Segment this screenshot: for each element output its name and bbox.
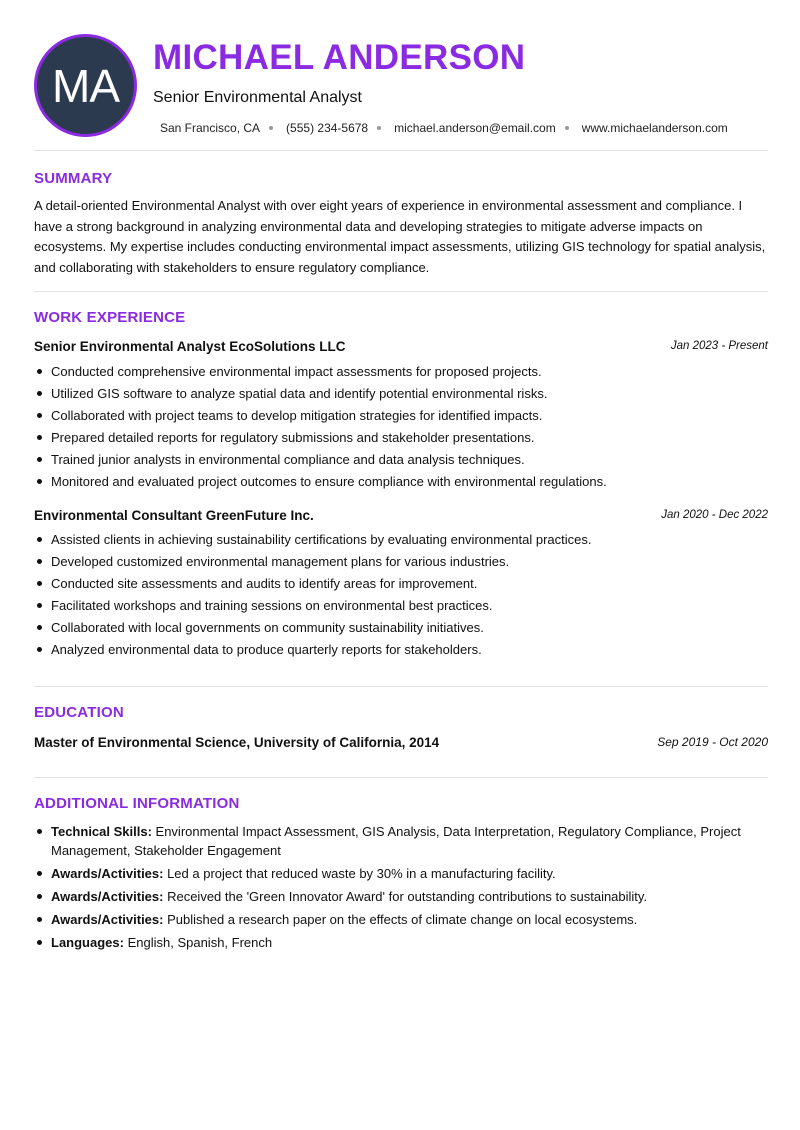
- education-date: Sep 2019 - Oct 2020: [657, 735, 768, 749]
- job-date: Jan 2023 - Present: [670, 340, 768, 352]
- list-item: Conducted comprehensive environmental impact assessments for proposed projects.: [34, 363, 768, 385]
- job-role: Senior Environmental Analyst EcoSolutions LLC: [34, 338, 346, 354]
- list-item: Utilized GIS software to analyze spatial data and identify potential environmental risks.: [34, 385, 768, 407]
- section-divider: [34, 150, 768, 151]
- job-date: Jan 2020 - Dec 2022: [661, 509, 768, 521]
- contact-phone: (555) 234-5678: [286, 121, 369, 135]
- item-text: Published a research paper on the effects of climate change on local ecosystems.: [163, 912, 638, 927]
- separator-dot-icon: [269, 126, 273, 130]
- contact-website[interactable]: www.michaelanderson.com: [581, 121, 728, 135]
- item-label: Technical Skills:: [51, 824, 152, 839]
- item-text: Received the 'Green Innovator Award' for outstanding contributions to sustainability.: [163, 889, 648, 904]
- contact-location: San Francisco, CA: [160, 121, 261, 135]
- list-item: Monitored and evaluated project outcomes to ensure compliance with environmental regulations.: [34, 473, 768, 495]
- list-item: [34, 933, 768, 952]
- candidate-name: MICHAEL ANDERSON: [153, 38, 526, 77]
- job-header: [34, 336, 768, 356]
- item-label: Languages:: [51, 935, 124, 950]
- job-bullets: [34, 363, 768, 495]
- item-label: Awards/Activities:: [51, 889, 164, 904]
- education-entry: [34, 732, 768, 752]
- section-divider: [34, 777, 768, 778]
- list-item: Conducted site assessments and audits to identify areas for improvement.: [34, 575, 768, 597]
- candidate-title: Senior Environmental Analyst: [153, 89, 362, 106]
- list-item: Collaborated with local governments on community sustainability initiatives.: [34, 619, 768, 641]
- list-item: Trained junior analysts in environmental compliance and data analysis techniques.: [34, 451, 768, 473]
- item-label: Awards/Activities:: [51, 866, 164, 881]
- contact-line: [160, 121, 728, 135]
- additional-info-list: [34, 822, 768, 956]
- job-role: Environmental Consultant GreenFuture Inc.: [34, 507, 314, 523]
- work-experience-heading: WORK EXPERIENCE: [34, 309, 186, 326]
- item-text: Led a project that reduced waste by 30% in a manufacturing facility.: [163, 866, 556, 881]
- job-header: [34, 505, 768, 525]
- item-text: English, Spanish, French: [123, 935, 273, 950]
- summary-heading: SUMMARY: [34, 170, 113, 187]
- contact-email[interactable]: michael.anderson@email.com: [394, 121, 556, 135]
- separator-dot-icon: [565, 126, 569, 130]
- resume-header: [34, 34, 768, 140]
- separator-dot-icon: [377, 126, 381, 130]
- list-item: [34, 910, 768, 929]
- avatar-initials: MA: [52, 59, 119, 112]
- section-divider: [34, 686, 768, 687]
- item-label: Awards/Activities:: [51, 912, 164, 927]
- avatar: [34, 34, 137, 137]
- job-bullets: [34, 531, 768, 663]
- list-item: Developed customized environmental management plans for various industries.: [34, 553, 768, 575]
- additional-info-heading: ADDITIONAL INFORMATION: [34, 795, 240, 812]
- list-item: [34, 822, 768, 860]
- education-degree: Master of Environmental Science, University of California, 2014: [34, 734, 440, 750]
- list-item: Analyzed environmental data to produce quarterly reports for stakeholders.: [34, 641, 768, 663]
- education-heading: EDUCATION: [34, 704, 124, 721]
- list-item: Assisted clients in achieving sustainability certifications by evaluating environmental practices.: [34, 531, 768, 553]
- list-item: Collaborated with project teams to develop mitigation strategies for identified impacts.: [34, 407, 768, 429]
- summary-text: A detail-oriented Environmental Analyst with over eight years of experience in environmental assessment and compliance. I have a strong background in analyzing environmental data and developing strategies to mitigate adverse impacts on ecosystems. My expertise includes conducting environmental impact assessments, utilizing GIS technology for spatial analysis, and collaborating with stakeholders to ensure regulatory compliance.: [34, 198, 766, 275]
- list-item: Facilitated workshops and training sessions on environmental best practices.: [34, 597, 768, 619]
- section-divider: [34, 291, 768, 292]
- list-item: [34, 864, 768, 883]
- list-item: [34, 887, 768, 906]
- list-item: Prepared detailed reports for regulatory submissions and stakeholder presentations.: [34, 429, 768, 451]
- item-text: Environmental Impact Assessment, GIS Analysis, Data Interpretation, Regulatory Compliance, Project Management, Stakeholder Engagement: [51, 824, 741, 858]
